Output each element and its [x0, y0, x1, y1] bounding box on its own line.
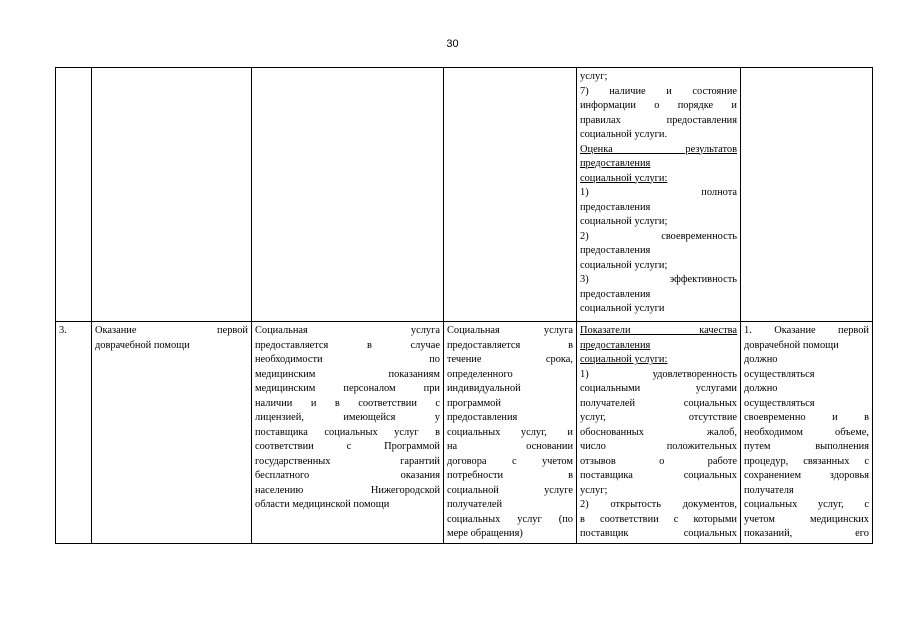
text-line: населению Нижегородской — [255, 484, 440, 496]
text-line: услуг, отсутствие — [580, 412, 737, 423]
cell-conditions-empty — [741, 68, 873, 322]
text-line: социальной услуги: — [580, 354, 668, 365]
cell-number-empty — [56, 68, 92, 322]
text-line: бесплатного оказания — [255, 470, 440, 481]
text-line: предоставления — [580, 201, 651, 213]
text-line: 3. — [59, 325, 67, 336]
text-line: медицинским показаниям — [255, 368, 440, 380]
text-line: Социальная услуга — [447, 325, 573, 336]
cell-quality-indicators — [577, 322, 741, 544]
text-line: социальными услугами — [580, 383, 737, 394]
text-line: число положительных — [580, 441, 737, 452]
text-line: договора с учетом — [447, 455, 573, 467]
text-line: медицинским персоналом при — [255, 383, 440, 394]
text-line: поставщик социальных — [580, 528, 737, 539]
text-line: показаний, его — [744, 528, 869, 539]
page-number: 30 — [446, 38, 459, 50]
text-line: учетом медицинских — [744, 513, 869, 525]
text-line: социальных услуг, с — [744, 499, 869, 510]
text-line: своевременно и в — [744, 412, 869, 423]
text-line: процедур, связанных с — [744, 455, 869, 467]
text-line: в соответствии с которыми — [580, 513, 737, 525]
text-line: определенного — [447, 368, 513, 380]
text-line: доврачебной помощи — [95, 339, 190, 351]
text-line: предоставления — [580, 245, 651, 256]
text-line: необходимости по — [255, 354, 440, 365]
table-row-continued — [56, 68, 873, 322]
text-line: мере обращения) — [447, 528, 523, 539]
text-line: 1. Оказание первой — [744, 325, 869, 336]
text-line: информации о порядке и — [580, 100, 737, 111]
text-line: должно — [744, 383, 778, 394]
text-line: социальной услуги: — [580, 172, 668, 184]
text-line: программой — [447, 397, 501, 409]
cell-description-empty — [252, 68, 444, 322]
text-line: предоставления — [447, 412, 518, 423]
text-line: 1) удовлетворенность — [580, 368, 737, 380]
text-line: 2) открытость документов, — [580, 499, 737, 510]
cell-conditions — [741, 322, 873, 544]
text-line: 7) наличие и состояние — [580, 85, 737, 97]
text-line: индивидуальной — [447, 383, 521, 394]
text-line: поставщика социальных услуг в — [255, 426, 440, 438]
text-line: области медицинской помощи — [255, 499, 390, 510]
cell-indicators-continued — [577, 68, 741, 322]
text-line: получателей — [447, 499, 503, 510]
text-line: социальной услуги; — [580, 259, 668, 271]
text-line: осуществляться — [744, 368, 815, 380]
cell-service-terms — [444, 322, 577, 544]
text-line: социальной услуги. — [580, 129, 668, 140]
text-line: социальной услуги; — [580, 216, 668, 227]
text-line: доврачебной помощи — [744, 339, 839, 351]
text-line: предоставляется в случае — [255, 339, 440, 351]
text-line: наличии и в соответствии с — [255, 397, 440, 409]
cell-service-description — [252, 322, 444, 544]
text-line: путем выполнения — [744, 441, 869, 452]
text-line: Оценка результатов — [580, 143, 737, 155]
text-line: предоставляется в — [447, 339, 573, 351]
text-line: Оказание первой — [95, 325, 248, 336]
services-table — [55, 67, 873, 544]
text-line: предоставления — [580, 339, 651, 351]
text-line: потребности в — [447, 470, 573, 481]
text-line: должно — [744, 354, 778, 365]
text-line: на основании — [447, 441, 573, 452]
text-line: социальной услуги — [580, 303, 665, 314]
text-line: правилах предоставления — [580, 114, 737, 126]
text-line: услуг; — [580, 71, 608, 82]
cell-number — [56, 322, 92, 544]
text-line: 2) своевременность — [580, 230, 737, 242]
text-line: соответствии с Программой — [255, 441, 440, 452]
text-line: необходимом объеме, — [744, 426, 869, 438]
text-line: социальной услуге — [447, 484, 573, 496]
table-row-3 — [56, 322, 873, 544]
text-line: лицензией, имеющейся у — [255, 412, 440, 423]
text-line: Социальная услуга — [255, 325, 440, 336]
text-line: государственных гарантий — [255, 455, 440, 467]
text-line: услуг; — [580, 484, 608, 496]
text-line: социальных услуг (по — [447, 513, 573, 525]
text-line: сохранением здоровья — [744, 470, 869, 481]
text-line: предоставления — [580, 158, 651, 169]
text-line: Показатели качества — [580, 325, 737, 336]
cell-service-name — [92, 322, 252, 544]
text-line: отзывов о работе — [580, 455, 737, 467]
text-line: социальных услуг, и — [447, 426, 573, 438]
text-line: получателя — [744, 484, 794, 496]
cell-name-empty — [92, 68, 252, 322]
text-line: течение срока, — [447, 354, 573, 365]
text-line: предоставления — [580, 288, 651, 300]
text-line: 1) полнота — [580, 187, 737, 198]
cell-terms-empty — [444, 68, 577, 322]
text-line: осуществляться — [744, 397, 815, 409]
text-line: получателей социальных — [580, 397, 737, 409]
text-line: обоснованных жалоб, — [580, 426, 737, 438]
text-line: 3) эффективность — [580, 274, 737, 285]
text-line: поставщика социальных — [580, 470, 737, 481]
